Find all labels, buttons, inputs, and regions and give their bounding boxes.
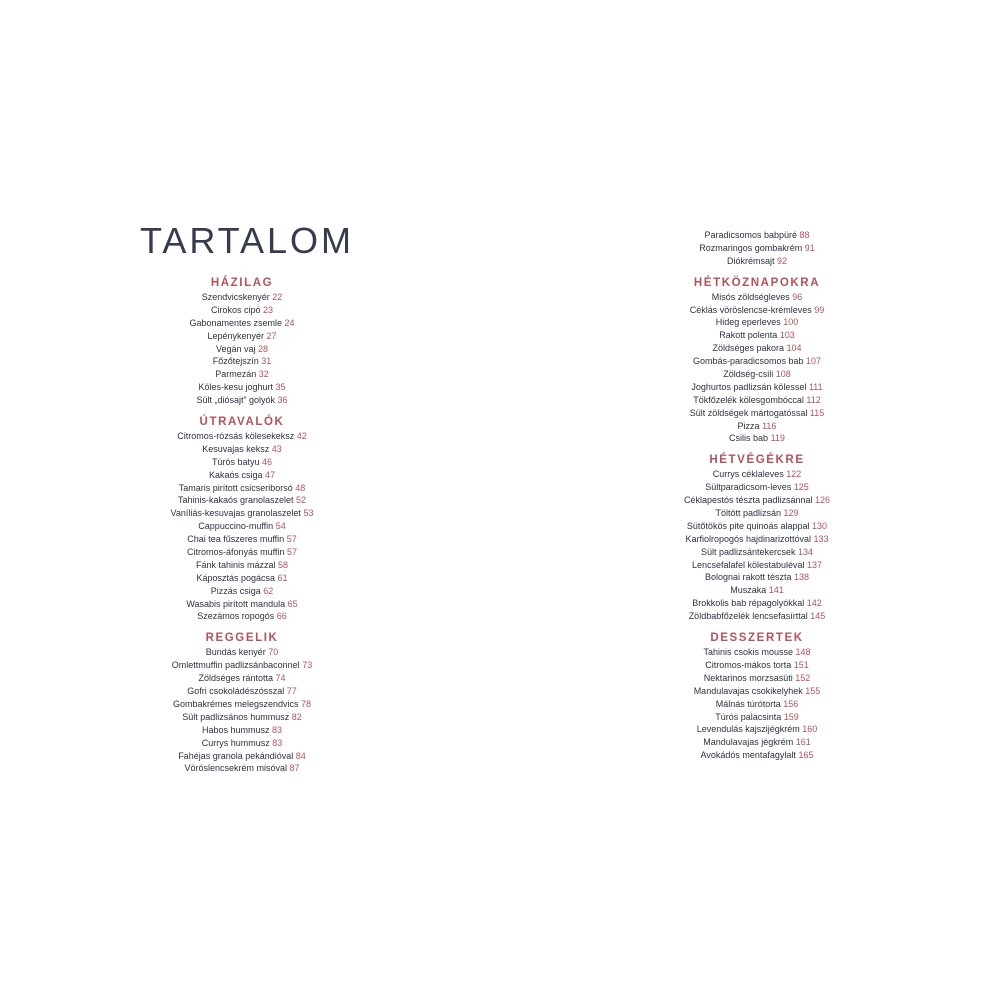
page-title: TARTALOM [140, 220, 355, 261]
toc-entry[interactable] [637, 723, 877, 736]
section-heading: ÚTRAVALÓK [199, 416, 285, 429]
toc-entry[interactable] [637, 571, 877, 584]
toc-entry[interactable] [637, 420, 877, 433]
toc-entry[interactable] [122, 381, 362, 394]
toc-entry[interactable] [637, 355, 877, 368]
entry-title: Túrós palacsinta [715, 711, 782, 722]
page-number: 57 [286, 547, 297, 558]
toc-entry[interactable] [122, 368, 362, 381]
toc-entry[interactable] [637, 711, 877, 724]
toc-entry[interactable] [122, 355, 362, 368]
entry-title: Tamaris pirított csicseriborsó [178, 482, 293, 493]
page-number: 78 [301, 698, 312, 709]
page-number: 99 [814, 304, 825, 315]
entry-title: Fahéjas granola pekándióval [178, 750, 294, 761]
page-number: 96 [792, 291, 803, 302]
toc-entry[interactable] [637, 242, 877, 255]
toc-entry[interactable] [122, 572, 362, 585]
toc-entry[interactable] [122, 672, 362, 685]
section-spacer [637, 268, 877, 276]
entry-title: Főzőtejszín [212, 356, 259, 367]
entry-title: Sült „diósajt” golyók [196, 395, 275, 406]
toc-section-reggelik [122, 631, 362, 775]
page-number: 84 [295, 750, 306, 761]
page-number: 130 [812, 520, 828, 531]
page-number: 133 [813, 533, 829, 544]
page-number: 66 [276, 611, 287, 622]
page-number: 116 [762, 420, 777, 431]
toc-entry[interactable] [122, 659, 362, 672]
entry-title: Túrós batyu [211, 456, 260, 467]
toc-entry[interactable] [637, 229, 877, 242]
toc-entry[interactable] [122, 698, 362, 711]
entry-title: Joghurtos padlizsán kölessel [691, 381, 807, 392]
entry-title: Omlettmuffin padlizsánbaconnel [171, 660, 300, 671]
page-number: 91 [804, 242, 815, 253]
toc-entry[interactable] [637, 672, 877, 685]
toc-section-desszertek [637, 631, 877, 762]
toc-entry[interactable] [637, 659, 877, 672]
page-number: 58 [278, 559, 289, 570]
page-number: 134 [798, 546, 814, 557]
page-number: 42 [296, 431, 307, 442]
page-number: 141 [768, 585, 784, 596]
entry-title: Habos hummusz [201, 724, 270, 735]
page-number: 28 [258, 343, 269, 354]
page-number: 92 [777, 255, 788, 266]
toc-entry[interactable] [122, 520, 362, 533]
entry-title: Vaníliás-kesuvajas granolaszelet [170, 508, 301, 519]
entry-title: Sütőtökös pite quinoás alappal [686, 520, 810, 531]
page-number: 115 [809, 407, 825, 418]
toc-entry[interactable] [122, 304, 362, 317]
page-number: 36 [277, 395, 288, 406]
entry-title: Fánk tahinis mázzal [195, 559, 276, 570]
section-heading: HÁZILAG [210, 277, 274, 289]
toc-entry[interactable] [122, 482, 362, 495]
entry-title: Lencsefalafel kölestabuléval [691, 559, 805, 570]
entry-title: Mandulavajas csokikelyhek [693, 685, 803, 696]
section-heading: HÉTKÖZNAPOKRA [693, 276, 821, 289]
section-heading: DESSZERTEK [710, 632, 804, 645]
toc-entry[interactable] [637, 394, 877, 407]
entry-title: Sült zöldségek mártogatóssal [689, 407, 808, 418]
toc-entry[interactable] [637, 368, 877, 381]
page-number: 88 [799, 230, 810, 240]
toc-entry[interactable] [637, 255, 877, 268]
page-number: 61 [277, 572, 288, 583]
toc-entry[interactable] [122, 443, 362, 456]
page-number: 27 [266, 330, 277, 341]
page-number: 138 [794, 572, 810, 583]
toc-entry[interactable] [637, 432, 877, 445]
entry-title: Rozmaringos gombakrém [699, 242, 803, 253]
entry-title: Citromos-áfonyás muffin [187, 547, 285, 558]
page-number: 57 [286, 534, 297, 545]
toc-entry[interactable] [637, 407, 877, 420]
entry-title: Zöldség-csili [723, 369, 774, 380]
entry-title: Kakaós csiga [208, 469, 263, 480]
entry-title: Mandulavajas jégkrém [703, 737, 794, 748]
entry-title: Köles-kesu joghurt [198, 382, 273, 393]
page-number: 161 [795, 737, 811, 748]
toc-entry[interactable] [122, 494, 362, 507]
entry-title: Sültparadicsom-leves [705, 482, 792, 493]
page-number: 119 [770, 433, 785, 444]
toc-entry[interactable] [637, 736, 877, 749]
section-heading: REGGELIK [205, 632, 279, 645]
entry-title: Vegán vaj [215, 343, 256, 354]
page-number: 82 [291, 711, 302, 722]
page-number: 54 [275, 521, 286, 532]
page-number: 24 [284, 317, 295, 328]
page-number: 83 [272, 737, 283, 748]
toc-entry[interactable] [122, 330, 362, 343]
page-number: 35 [275, 382, 286, 393]
toc-entry[interactable] [122, 533, 362, 546]
toc-entry[interactable] [122, 646, 362, 659]
toc-entry[interactable] [122, 610, 362, 623]
entry-title: Tökfőzelék kölesgombóccal [693, 394, 804, 405]
entry-title: Tahinis-kakaós granolaszelet [177, 495, 294, 506]
entry-title: Nektarinos morzsasüti [703, 672, 793, 683]
page-number: 77 [286, 686, 297, 697]
toc-entry[interactable] [637, 507, 877, 520]
page-number: 43 [271, 443, 282, 454]
entry-title: Currys hummusz [201, 737, 270, 748]
page-number: 125 [793, 482, 809, 493]
toc-entry[interactable] [122, 317, 362, 330]
entry-title: Kesuvajas keksz [202, 443, 270, 454]
entry-title: Wasabis pirított mandula [186, 598, 286, 609]
page-number: 152 [795, 672, 811, 683]
toc-entry[interactable] [122, 737, 362, 750]
toc-entry[interactable] [637, 494, 877, 507]
entry-title: Gofri csokoládészósszal [187, 686, 285, 697]
entry-title: Málnás túrótorta [715, 698, 781, 709]
page-number: 104 [786, 343, 802, 354]
entry-title: Zöldbabfőzelék lencsefasírttal [688, 611, 808, 622]
entry-title: Levendulás kajszijégkrém [696, 724, 800, 735]
toc-entry[interactable] [637, 597, 877, 610]
entry-title: Céklapestós tészta padlizsánnal [683, 495, 813, 506]
toc-section-hazilag [122, 276, 362, 407]
page-number: 46 [262, 456, 273, 467]
section-spacer [637, 623, 877, 631]
page-number: 108 [775, 369, 791, 380]
entry-title: Lepénykenyér [207, 330, 264, 341]
page-number: 142 [806, 598, 822, 609]
entry-title: Cappuccino-muffin [198, 521, 274, 532]
page-number: 156 [783, 698, 799, 709]
entry-title: Misós zöldségleves [711, 291, 790, 302]
toc-entry[interactable] [637, 749, 877, 762]
entry-title: Chai tea fűszeres muffin [187, 534, 285, 545]
toc-entry[interactable] [122, 456, 362, 469]
entry-title: Pizzás csiga [210, 585, 261, 596]
page-number: 23 [263, 304, 274, 315]
entry-title: Karfiolropogós hajdinarizottóval [685, 533, 812, 544]
section-heading: HÉTVÉGÉKRE [709, 454, 805, 467]
entry-title: Sült padlizsántekercsek [700, 546, 796, 557]
toc-section-utravalok [122, 415, 362, 623]
toc-entry[interactable] [122, 750, 362, 763]
page-number: 165 [798, 750, 814, 761]
toc-entry[interactable] [637, 468, 877, 481]
toc-entry[interactable] [122, 291, 362, 304]
toc-section-hetkoznapokra [637, 276, 877, 446]
page-number: 87 [289, 763, 300, 774]
page-number: 145 [810, 611, 826, 622]
toc-entry[interactable] [637, 481, 877, 494]
toc-entry[interactable] [122, 430, 362, 443]
entry-title: Tahinis csokis mousse [703, 647, 793, 658]
toc-entry[interactable] [637, 304, 877, 317]
entry-title: Csilis bab [729, 433, 769, 444]
toc-entry[interactable] [122, 343, 362, 356]
toc-entry[interactable] [637, 316, 877, 329]
toc-entry[interactable] [637, 546, 877, 559]
entry-title: Zöldséges rántotta [198, 673, 273, 684]
toc-section-continued [637, 229, 877, 268]
toc-entry[interactable] [122, 507, 362, 520]
toc-entry[interactable] [122, 546, 362, 559]
entry-title: Citromos-mákos torta [705, 659, 792, 670]
entry-title: Paradicsomos babpüré [704, 230, 798, 240]
entry-title: Zöldséges pakora [712, 343, 784, 354]
page-number: 62 [263, 585, 274, 596]
toc-entry[interactable] [637, 559, 877, 572]
entry-title: Bolognai rakott tészta [704, 572, 792, 583]
toc-entry[interactable] [637, 329, 877, 342]
toc-entry[interactable] [637, 381, 877, 394]
toc-entry[interactable] [637, 584, 877, 597]
page-number: 160 [802, 724, 818, 735]
entry-title: Rakott polenta [719, 330, 778, 341]
toc-entry[interactable] [637, 610, 877, 623]
page-number: 137 [807, 559, 823, 570]
entry-title: Gombás-paradicsomos bab [692, 356, 804, 367]
entry-title: Töltött padlizsán [715, 508, 781, 519]
toc-entry[interactable] [122, 394, 362, 407]
toc-entry[interactable] [637, 291, 877, 304]
toc-entry[interactable] [122, 685, 362, 698]
toc-entry[interactable] [637, 520, 877, 533]
entry-title: Diókrémsajt [726, 255, 775, 266]
page-number: 122 [786, 469, 802, 480]
toc-left-column [122, 276, 362, 775]
page-number: 83 [272, 724, 283, 735]
toc-entry[interactable] [637, 646, 877, 659]
page-number: 151 [793, 659, 809, 670]
entry-title: Pizza [737, 420, 760, 431]
page-number: 31 [261, 356, 272, 367]
page-number: 148 [795, 647, 811, 658]
toc-entry[interactable] [122, 711, 362, 724]
toc-entry[interactable] [122, 762, 362, 775]
entry-title: Vöröslencsekrém misóval [184, 763, 287, 774]
section-spacer [122, 623, 362, 631]
page-number: 155 [805, 685, 821, 696]
section-spacer [637, 445, 877, 453]
entry-title: Avokádós mentafagylalt [700, 750, 796, 761]
toc-right-column [637, 229, 877, 762]
entry-title: Szendvicskenyér [201, 292, 270, 302]
page-number: 65 [287, 598, 298, 609]
entry-title: Parmezán [215, 369, 257, 380]
page-number: 48 [295, 482, 306, 493]
toc-entry[interactable] [122, 585, 362, 598]
entry-title: Káposztás pogácsa [196, 572, 276, 583]
entry-title: Szezámos ropogós [197, 611, 275, 622]
page-number: 126 [815, 495, 831, 506]
page-number: 73 [302, 660, 313, 671]
toc-section-hetvegekre [637, 453, 877, 623]
toc-entry[interactable] [122, 559, 362, 572]
page-number: 112 [806, 394, 821, 405]
entry-title: Céklás vöröslencse-krémleves [689, 304, 812, 315]
page-number: 52 [296, 495, 307, 506]
toc-entry[interactable] [122, 598, 362, 611]
entry-title: Citromos-rózsás kölesekeksz [177, 431, 295, 442]
entry-title: Gabonamentes zsemle [189, 317, 283, 328]
page-number: 103 [779, 330, 795, 341]
page-number: 32 [258, 369, 269, 380]
page-number: 107 [806, 356, 822, 367]
page-number: 129 [783, 508, 799, 519]
entry-title: Cirokos cipó [210, 304, 261, 315]
page-number: 111 [808, 381, 823, 392]
toc-entry[interactable] [637, 342, 877, 355]
toc-entry[interactable] [637, 698, 877, 711]
entry-title: Sült padlizsános hummusz [182, 711, 290, 722]
page-number: 47 [265, 469, 276, 480]
section-spacer [122, 407, 362, 415]
page-number: 100 [783, 317, 799, 328]
page-number: 74 [275, 673, 286, 684]
page-number: 22 [272, 292, 283, 302]
toc-entry[interactable] [122, 724, 362, 737]
entry-title: Hideg eperleves [715, 317, 781, 328]
entry-title: Bundás kenyér [205, 647, 266, 658]
entry-title: Gombakrémes melegszendvics [172, 698, 299, 709]
entry-title: Muszaka [730, 585, 767, 596]
entry-title: Currys céklaleves [712, 469, 784, 480]
toc-entry[interactable] [637, 685, 877, 698]
page-number: 53 [303, 508, 314, 519]
page-number: 70 [268, 647, 279, 658]
entry-title: Brokkolis bab répagolyókkal [692, 598, 805, 609]
toc-entry[interactable] [122, 469, 362, 482]
toc-entry[interactable] [637, 533, 877, 546]
page-number: 159 [783, 711, 799, 722]
